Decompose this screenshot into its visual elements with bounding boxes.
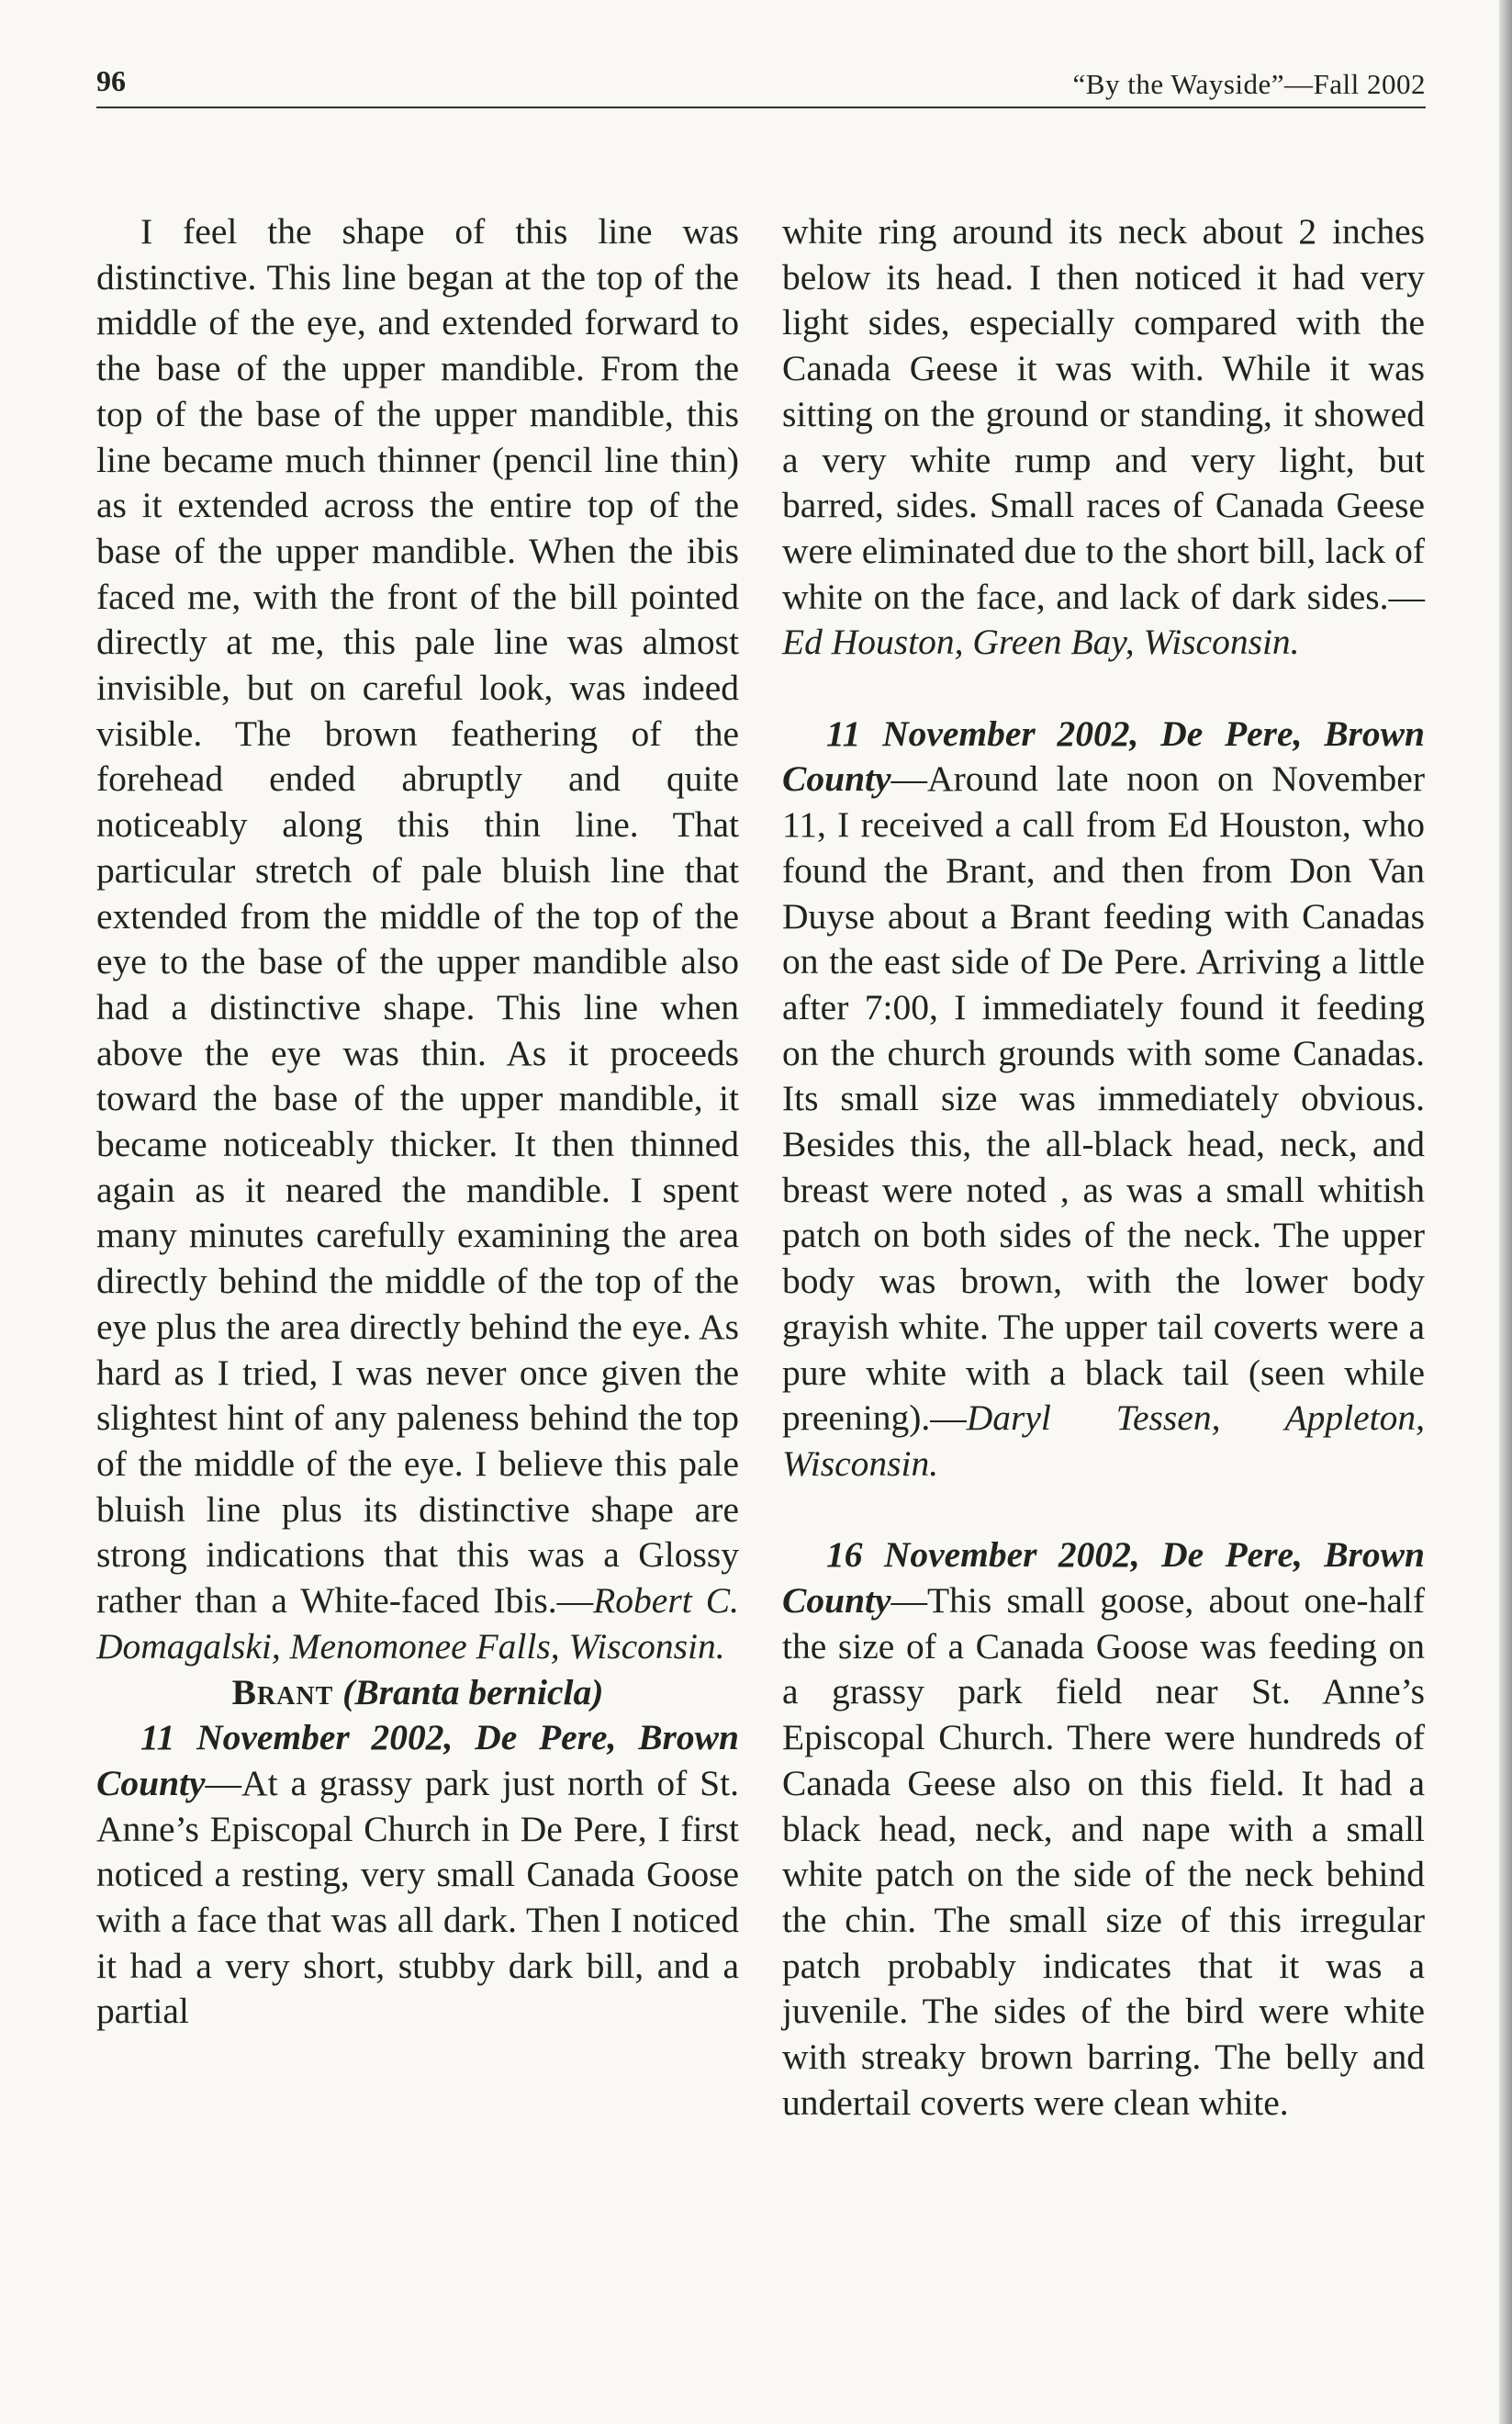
- page-number: 96: [96, 64, 126, 97]
- paragraph-text: —Around late noon on November 11, I received a call from Ed Houston, who found the Brant, and then from Don Van Duyse about a Brant feeding with Canadas on the east side of De Pere. Arriving a little after 7:00, I immediately found it feeding on the church grounds with some Canadas. Its small size was immediately obvious. Besides this, the all-black head, neck, and breast were noted , as was a small whitish patch on both sides of the neck. The upper body was brown, with the lower body grayish white. The upper tail coverts were a pure white with a black tail (seen while preening).—: [782, 758, 1425, 1439]
- paragraph-brant-record-3: [782, 1532, 1425, 2126]
- paragraph-text: —This small goose, about one-half the size of a Canada Goose was feeding on a grassy park field near St. Anne’s Episcopal Church. There were hundreds of Canada Geese also on this field. It had a black head, neck, and nape with a small white patch on the side of the neck behind the chin. The small size of this irregular patch probably indicates that it was a juvenile. The sides of the bird were white with streaky brown barring. The belly and undertail coverts were clean white.: [782, 1580, 1425, 2123]
- section-scientific-name: (Branta bernicla): [342, 1671, 604, 1712]
- paragraph-brant-record-1-continued: [782, 209, 1425, 666]
- paragraph-text: —At a grassy park just north of St. Anne’s Episcopal Church in De Pere, I first noticed a resting, very small Canada Goose with a face that was all dark. Then I noticed it had a very short, stubby dark bill, and a partial: [96, 1762, 739, 2032]
- left-column: [96, 209, 739, 2035]
- paragraph-brant-record-2: [782, 712, 1425, 1487]
- entry-heading: 16 November 2002, De Pere, Brown County: [782, 1534, 1425, 1622]
- entry-heading: 11 November 2002, De Pere, Brown County: [96, 1717, 739, 1803]
- author-signature: Daryl Tessen, Appleton, Wisconsin.: [782, 1397, 1425, 1484]
- running-head: “By the Wayside”—Fall 2002: [1072, 68, 1426, 100]
- author-signature: Robert C. Domagalski, Menomonee Falls, Wisconsin.: [96, 1580, 739, 1666]
- page-edge-shadow: [1499, 0, 1512, 2424]
- entry-heading: 11 November 2002, De Pere, Brown County: [782, 713, 1425, 800]
- section-common-name: Brant: [231, 1671, 334, 1712]
- paragraph-brant-record-1: [96, 1715, 739, 2035]
- paragraph-text: white ring around its neck about 2 inches below its head. I then noticed it had very light sides, especially compared with the Canada Geese it was with. While it was sitting on the ground or standing, it showed a very white rump and very light, but barred, sides. Small races of Canada Geese were eliminated due to the short bill, lack of white on the face, and lack of dark sides.—: [782, 211, 1425, 617]
- author-signature: Ed Houston, Green Bay, Wisconsin.: [782, 622, 1300, 663]
- section-heading: [96, 1670, 739, 1716]
- paragraph-text: I feel the shape of this line was distinctive. This line began at the top of the middle of the eye, and extended forward to the base of the upper mandible. From the top of the base of the upper mandible, this line became much thinner (pencil line thin) as it extended across the entire top of the base of the upper mandible. When the ibis faced me, with the front of the bill pointed directly at me, this pale line was almost invisible, but on careful look, was indeed visible. The brown feathering of the forehead ended abruptly and quite noticeably along this thin line. That particular stretch of pale bluish line that extended from the middle of the top of the eye to the base of the upper mandible also had a distinctive shape. This line when above the eye was thin. As it proceeds toward the base of the upper mandible, it became noticeably thicker. It then thinned again as it neared the mandible. I spent many minutes carefully examining the area directly behind the middle of the top of the eye plus the area directly behind the eye. As hard as I tried, I was never once given the slightest hint of any paleness behind the top of the middle of the eye. I believe this pale bluish line plus its distinctive shape are strong indications that this was a Glossy rather than a White-faced Ibis.—: [96, 211, 739, 1622]
- right-column: [782, 209, 1425, 2127]
- paragraph-ibis-description: [96, 209, 739, 1670]
- page-header: [96, 64, 1426, 108]
